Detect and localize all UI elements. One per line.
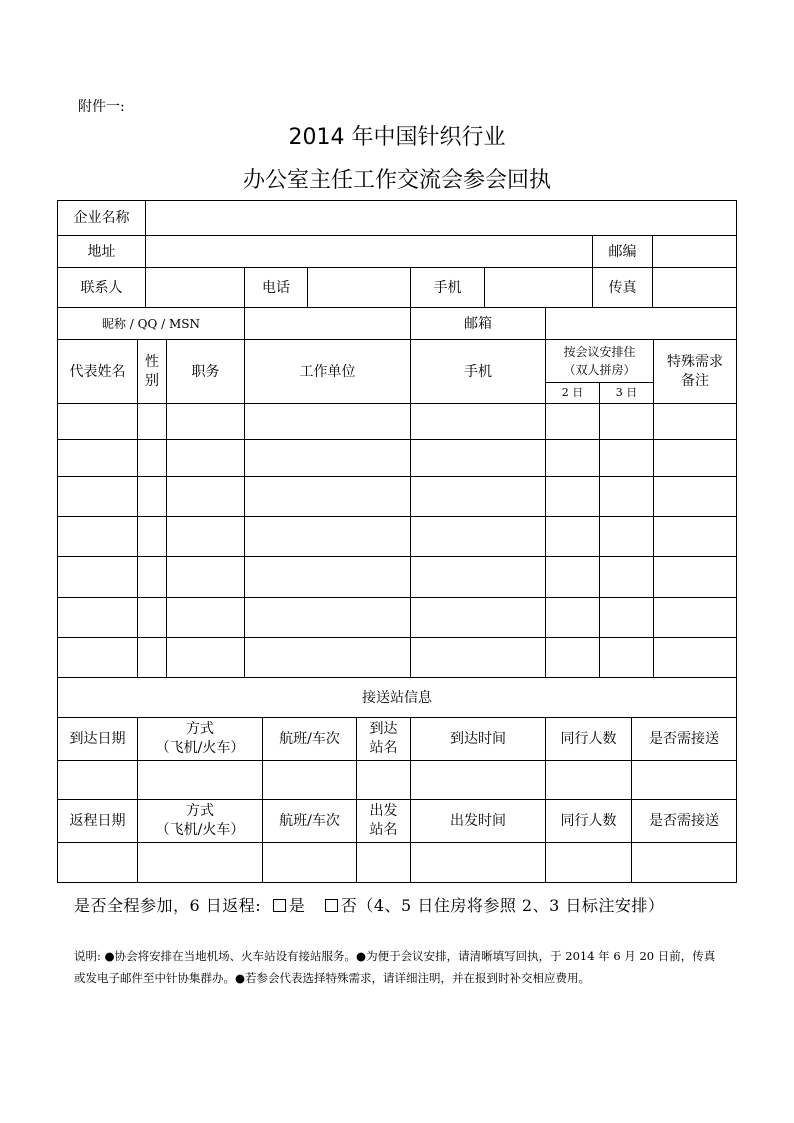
return-entry-row[interactable] bbox=[58, 843, 736, 882]
address-field[interactable] bbox=[146, 236, 592, 267]
arrival-time-header: 到达时间 bbox=[450, 731, 506, 747]
no-checkbox[interactable] bbox=[325, 899, 338, 912]
company-name-label: 企业名称 bbox=[73, 210, 130, 226]
delegate-row[interactable] bbox=[58, 404, 736, 439]
transfer-section-title: 接送站信息 bbox=[362, 689, 432, 706]
email-label: 邮箱 bbox=[464, 315, 492, 332]
attachment-label: 附件一: bbox=[78, 99, 125, 115]
phone-label: 电话 bbox=[262, 279, 290, 296]
postcode-label: 邮编 bbox=[608, 243, 637, 260]
return-date-header: 返程日期 bbox=[69, 813, 126, 829]
work-unit-header: 工作单位 bbox=[299, 363, 356, 380]
delegate-row[interactable] bbox=[58, 638, 736, 677]
departure-station-header: 出发 站名 bbox=[369, 803, 398, 838]
contact-label: 联系人 bbox=[80, 279, 123, 296]
email-field[interactable] bbox=[546, 308, 736, 339]
fax-field[interactable] bbox=[653, 268, 736, 307]
fax-label: 传真 bbox=[608, 279, 637, 296]
address-label: 地址 bbox=[87, 243, 116, 260]
arrival-mode-header: 方式 （飞机/火车） bbox=[155, 721, 245, 756]
yes-checkbox[interactable] bbox=[273, 899, 286, 912]
delegate-row[interactable] bbox=[58, 557, 736, 597]
return-mode-header: 方式 （飞机/火车） bbox=[155, 803, 245, 838]
full-attendance-label: 是否全程参加，6 日返程: bbox=[74, 896, 262, 915]
page-title-line2: 办公室主任工作交流会参会回执 bbox=[242, 168, 551, 193]
arrival-station-header: 到达 站名 bbox=[369, 721, 398, 756]
phone-field[interactable] bbox=[308, 268, 410, 307]
return-pickup-header: 是否需接送 bbox=[649, 813, 719, 829]
delegate-row[interactable] bbox=[58, 598, 736, 637]
postcode-field[interactable] bbox=[653, 236, 736, 267]
arrival-flight-header: 航班/车次 bbox=[279, 731, 340, 747]
mobile-field[interactable] bbox=[485, 268, 592, 307]
nickname-label: 昵称 / QQ / MSN bbox=[101, 316, 201, 331]
gender-header: 性 别 bbox=[145, 353, 159, 389]
return-companions-header: 同行人数 bbox=[560, 813, 617, 829]
day2-header: 2 日 bbox=[561, 386, 584, 399]
nickname-field[interactable] bbox=[245, 308, 410, 339]
delegate-mobile-header: 手机 bbox=[464, 363, 492, 380]
arrival-date-header: 到达日期 bbox=[69, 731, 126, 747]
delegate-row[interactable] bbox=[58, 517, 736, 556]
position-header: 职务 bbox=[191, 363, 220, 380]
return-flight-header: 航班/车次 bbox=[279, 813, 340, 829]
delegate-name-header: 代表姓名 bbox=[69, 363, 126, 380]
notes-text: 说明: ●协会将安排在当地机场、火车站设有接站服务。●为便于会议安排，请清晰填写回执，于 2014 年 6 月 20 日前，传真或发电子邮件至中针协集群办。●若参会代表选择特殊需求，请详细注明，并在报到时补交相应费用。 bbox=[74, 949, 716, 985]
mobile-label: 手机 bbox=[433, 279, 462, 296]
yes-label: 是 bbox=[288, 896, 306, 915]
day3-header: 3 日 bbox=[615, 386, 638, 399]
delegate-row[interactable] bbox=[58, 477, 736, 516]
special-needs-header: 特殊需求 备注 bbox=[667, 353, 723, 389]
full-attendance-question bbox=[74, 893, 664, 916]
departure-time-header: 出发时间 bbox=[450, 813, 506, 829]
arrival-pickup-header: 是否需接送 bbox=[649, 731, 719, 747]
company-name-field[interactable] bbox=[146, 201, 736, 235]
no-option[interactable] bbox=[325, 896, 664, 915]
lodging-header: 按会议安排住 （双人拼房） bbox=[563, 345, 636, 377]
delegate-row[interactable] bbox=[58, 440, 736, 476]
no-label: 否（4、5 日住房将参照 2、3 日标注安排） bbox=[340, 896, 665, 915]
arrival-companions-header: 同行人数 bbox=[560, 731, 617, 747]
yes-option[interactable] bbox=[273, 896, 306, 915]
contact-field[interactable] bbox=[146, 268, 244, 307]
arrival-entry-row[interactable] bbox=[58, 761, 736, 799]
page-title-line1: 2014 年中国针织行业 bbox=[288, 125, 506, 150]
